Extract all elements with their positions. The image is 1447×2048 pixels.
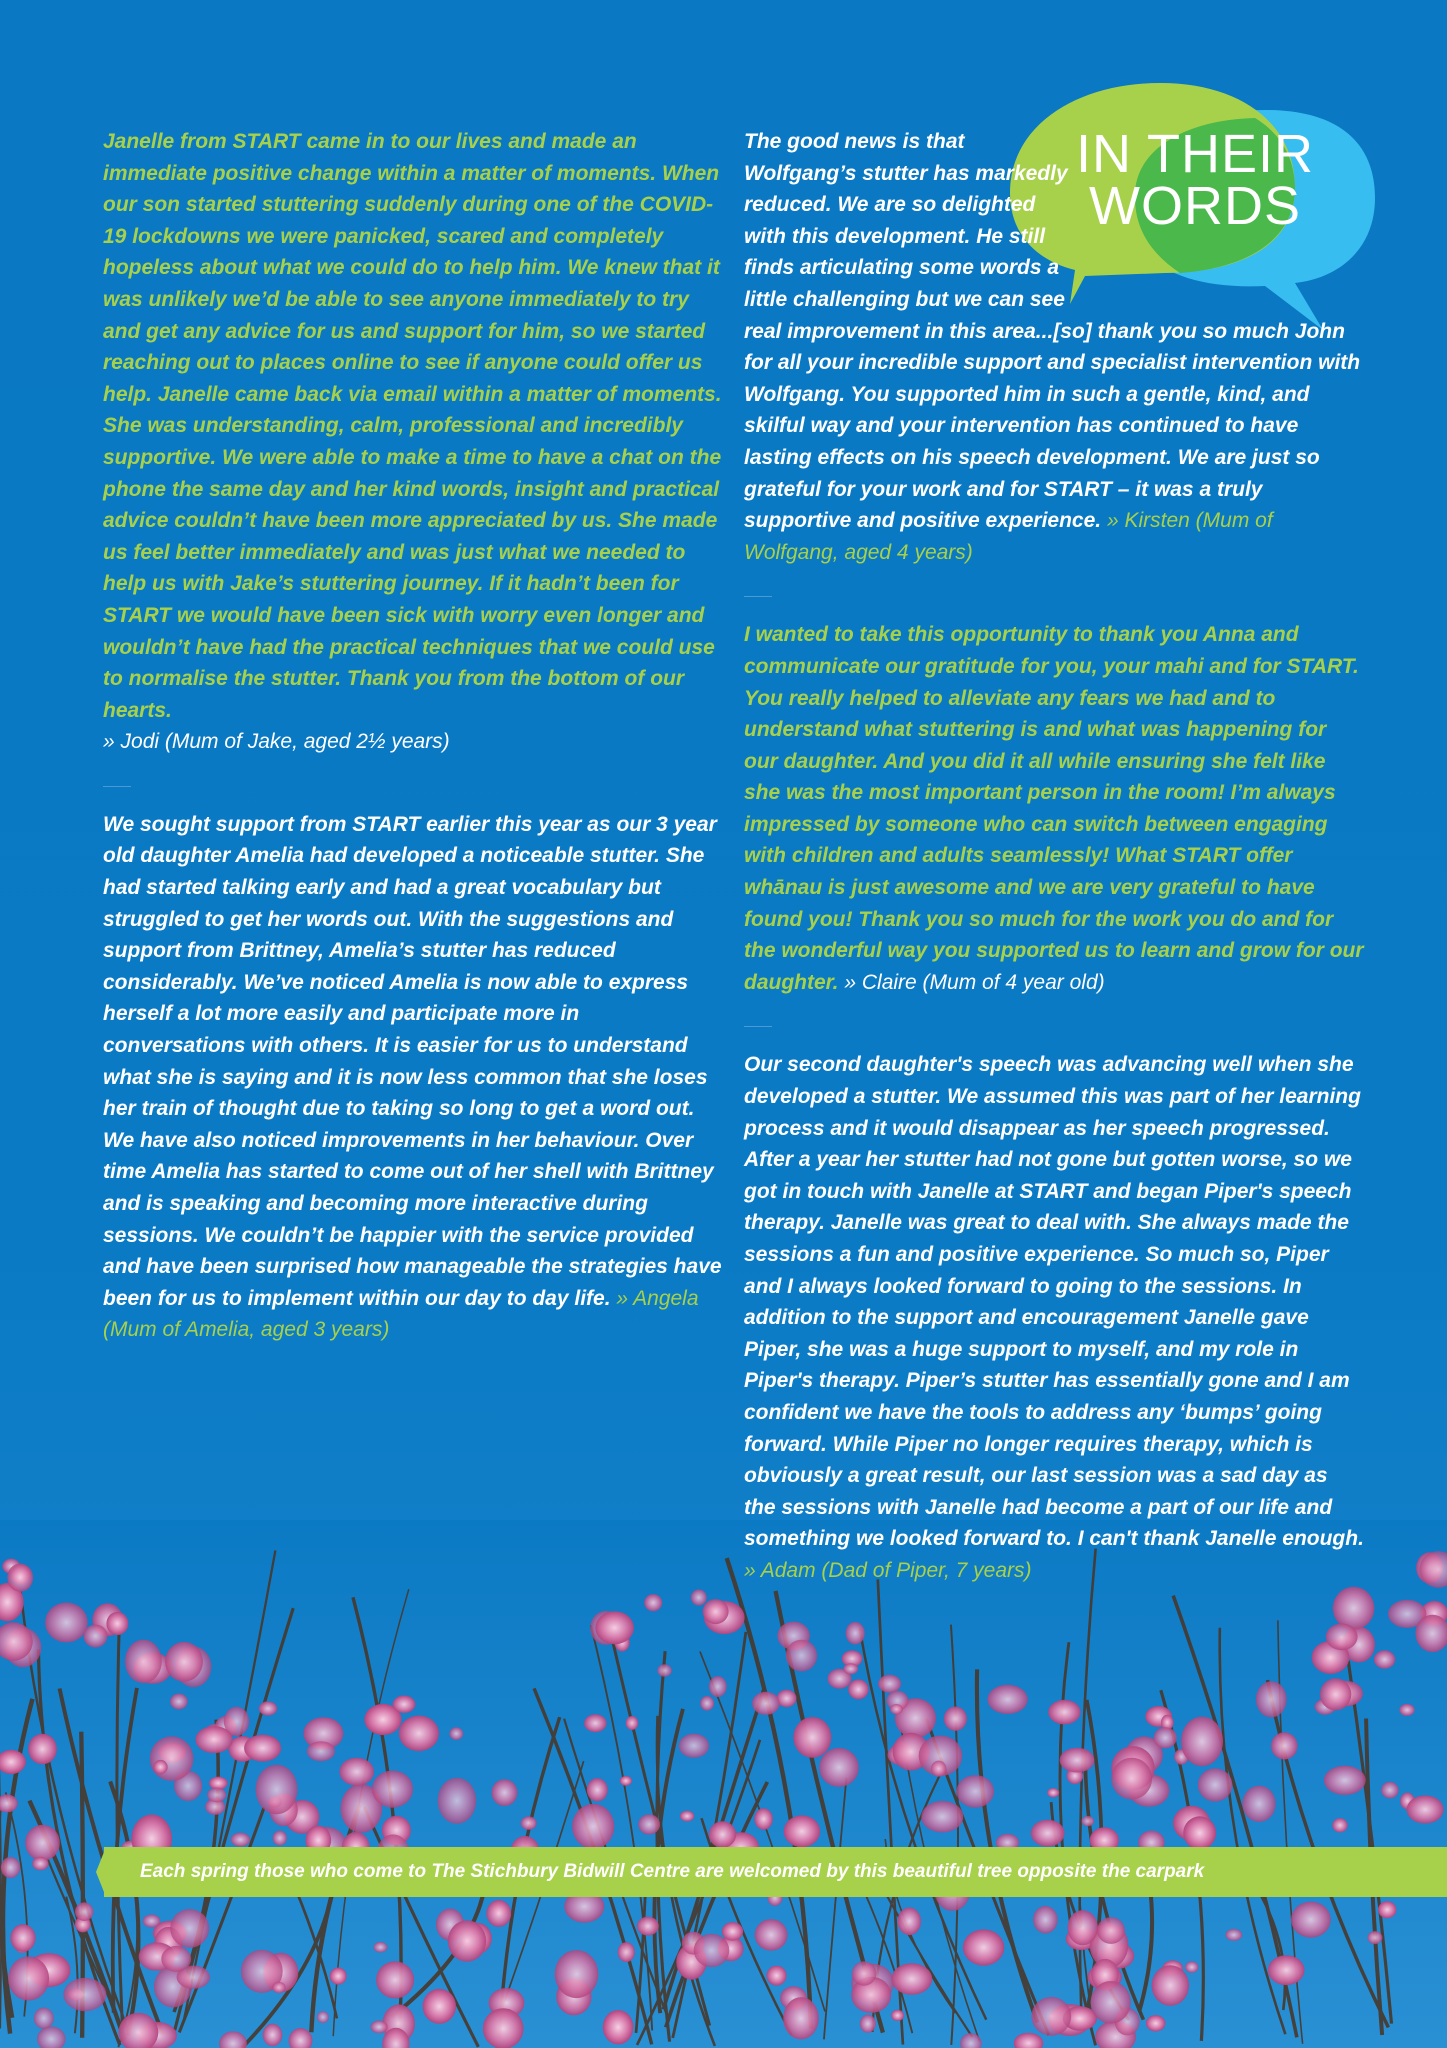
testimonial-text: We sought support from START earlier this year as our 3 year old daughter Amelia had developed a noticeable stutter. She had started talking early and had a great vocabulary but struggled to get her words out. With the suggestions and support from Brittney, Amelia’s stutter has reduced considerably. We’ve noticed Amelia is now able to express herself a lot more easily and participate more in conversations with others. It is easier for us to understand what she is saying and it is now less common that she loses her train of thought due to taking so long to get a word out. We have also noticed improvements in her behaviour. Over time Amelia has started to come out of her shell with Brittney and is speaking and becoming more interactive during sessions. We couldn’t be happier with the service provided and have been surprised how manageable the strategies have been for us to implement within our day to day life.	[103, 812, 722, 1310]
divider	[744, 1026, 772, 1027]
right-column	[744, 126, 1364, 1587]
photo-caption: Each spring those who come to The Stichbury Bidwill Centre are welcomed by this beautiful tree opposite the carpark	[140, 1861, 1205, 1882]
testimonial-attribution: » Jodi (Mum of Jake, aged 2½ years)	[103, 730, 450, 754]
testimonial-adam	[744, 1049, 1364, 1586]
testimonial-attribution: » Kirsten (Mum of Wolfgang, aged 4 years)	[744, 509, 1273, 564]
testimonial-text: I wanted to take this opportunity to thank you Anna and communicate our gratitude for you, your mahi and for START. You really helped to alleviate any fears we had and to understand what stuttering is and what was happening for our daughter. And you did it all while ensuring she felt like she was the most important person in the room! I’m always impressed by someone who can switch between engaging with children and adults seamlessly! What START offer whānau is just awesome and we are very grateful to have found you! Thank you so much for the work you do and for the wonderful way you supported us to learn and grow for our daughter.	[744, 623, 1364, 994]
testimonial-angela	[103, 809, 723, 1346]
testimonial-jodi	[103, 126, 723, 758]
testimonial-text: Janelle from START came in to our lives and made an immediate positive change within a matter of moments. When our son started stuttering suddenly during one of the COVID-19 lockdowns we were panicked, scared and completely hopeless about what we could do to help him. We knew that it was unlikely we’d be able to see anyone immediately to try and get any advice for us and support for him, so we started reaching out to places online to see if anyone could offer us help. Janelle came back via email within a matter of moments. She was understanding, calm, professional and incredibly supportive. We were able to make a time to have a chat on the phone the same day and her kind words, insight and practical advice couldn’t have been more appreciated by us. She made us feel better immediately and was just what we needed to help us with Jake’s stuttering journey. If it hadn’t been for START we would have been sick with worry even longer and wouldn’t have had the practical techniques that we could use to normalise the stutter. Thank you from the bottom of our hearts.	[103, 130, 722, 722]
testimonial-attribution: » Adam (Dad of Piper, 7 years)	[744, 1558, 1032, 1582]
left-column	[103, 126, 723, 1346]
title-line-1: IN THEIR	[1075, 124, 1315, 184]
testimonial-text: Our second daughter's speech was advancing well when she developed a stutter. We assumed this was part of her learning process and it would disappear as her speech progressed. After a year her stutter had not gone but gotten worse, so we got in touch with Janelle at START and began Piper's speech therapy. Janelle was great to deal with. She always made the sessions a fun and positive experience. So much so, Piper and I always looked forward to going to the sessions. In addition to the support and encouragement Janelle gave Piper, she was a huge support to myself, and my role in Piper's therapy. Piper’s stutter has essentially gone and I am confident we have the tools to address any ‘bumps’ going forward. While Piper no longer requires therapy, which is obviously a great result, our last session was a sad day as the sessions with Janelle had become a part of our life and something we looked forward to. I can't thank Janelle enough.	[744, 1053, 1364, 1551]
testimonial-attribution: » Claire (Mum of 4 year old)	[844, 970, 1105, 994]
magnolia-tree-photo	[0, 1520, 1447, 2048]
testimonial-text: The good news is that Wolfgang’s stutter has markedly reduced. We are so delighted with this development. He still finds articulating some words a little challenging but we can see real improvement in this area...[so] thank you so much John for all your incredible support and specialist intervention with Wolfgang. You supported him in such a gentle, kind, and skilful way and your intervention has continued to have lasting effects on his speech development. We are just so grateful for your work and for START – it was a truly supportive and positive experience.	[744, 130, 1361, 533]
testimonial-attribution: » Angela (Mum of Amelia, aged 3 years)	[103, 1286, 699, 1342]
testimonial-claire	[744, 619, 1364, 998]
header-spacer	[1074, 126, 1364, 306]
divider	[103, 786, 131, 787]
title-line-2: WORDS	[1089, 176, 1301, 236]
divider	[744, 596, 772, 597]
